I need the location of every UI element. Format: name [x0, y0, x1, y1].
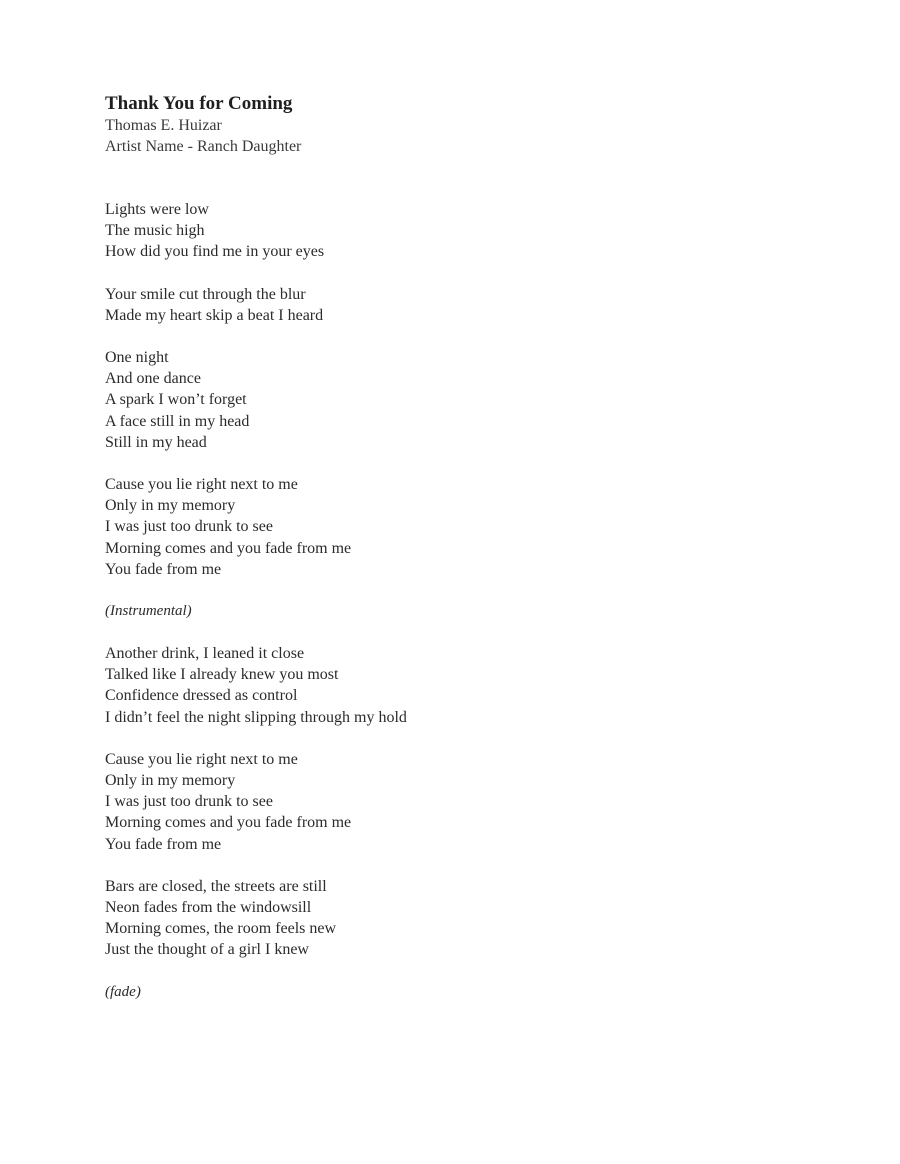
stanza-1 — [105, 199, 805, 263]
lyric-line: Confidence dressed as control — [105, 687, 298, 705]
lyric-line: I was just too drunk to see — [105, 518, 273, 536]
lyric-line: The music high — [105, 222, 205, 240]
lyric-line: Your smile cut through the blur — [105, 285, 306, 303]
instrumental-direction: (Instrumental) — [105, 603, 192, 620]
lyric-line: Made my heart skip a beat I heard — [105, 306, 324, 324]
lyric-line: Only in my memory — [105, 497, 236, 515]
lyric-sheet — [105, 92, 805, 1024]
lyric-line: Only in my memory — [105, 772, 236, 790]
lyric-line: You fade from me — [105, 835, 222, 853]
artist-name: Artist Name - Ranch Daughter — [105, 138, 302, 155]
lyric-line: Cause you lie right next to me — [105, 476, 298, 494]
lyric-line: Talked like I already knew you most — [105, 666, 339, 684]
chorus-2 — [105, 749, 805, 855]
lyric-line: I didn’t feel the night slipping through my hold — [105, 708, 407, 726]
lyric-line: Morning comes and you fade from me — [105, 814, 352, 832]
stanza-2 — [105, 284, 805, 326]
lyric-line: I was just too drunk to see — [105, 793, 273, 811]
stanza-5 — [105, 876, 805, 961]
lyrics-body — [105, 199, 805, 1003]
lyric-line: A spark I won’t forget — [105, 391, 247, 409]
song-title: Thank You for Coming — [105, 93, 293, 114]
lyric-line: Just the thought of a girl I knew — [105, 941, 309, 959]
stanza-3 — [105, 347, 805, 453]
lyric-line: Cause you lie right next to me — [105, 750, 298, 768]
lyric-line: Bars are closed, the streets are still — [105, 877, 327, 895]
lyric-line: Morning comes, the room feels new — [105, 920, 337, 938]
fade-direction: (fade) — [105, 983, 141, 1000]
lyric-line: A face still in my head — [105, 412, 250, 430]
lyric-line: Another drink, I leaned it close — [105, 645, 305, 663]
lyric-line: Morning comes and you fade from me — [105, 539, 352, 557]
lyric-line: And one dance — [105, 370, 201, 388]
author-name: Thomas E. Huizar — [105, 117, 222, 134]
lyric-line: Neon fades from the windowsill — [105, 899, 312, 917]
lyric-line: You fade from me — [105, 560, 222, 578]
stanza-4 — [105, 643, 805, 728]
lyric-line: How did you find me in your eyes — [105, 243, 325, 261]
lyric-line: Lights were low — [105, 201, 209, 218]
lyric-line: One night — [105, 349, 169, 367]
lyric-line: Still in my head — [105, 433, 207, 451]
chorus-1 — [105, 474, 805, 580]
